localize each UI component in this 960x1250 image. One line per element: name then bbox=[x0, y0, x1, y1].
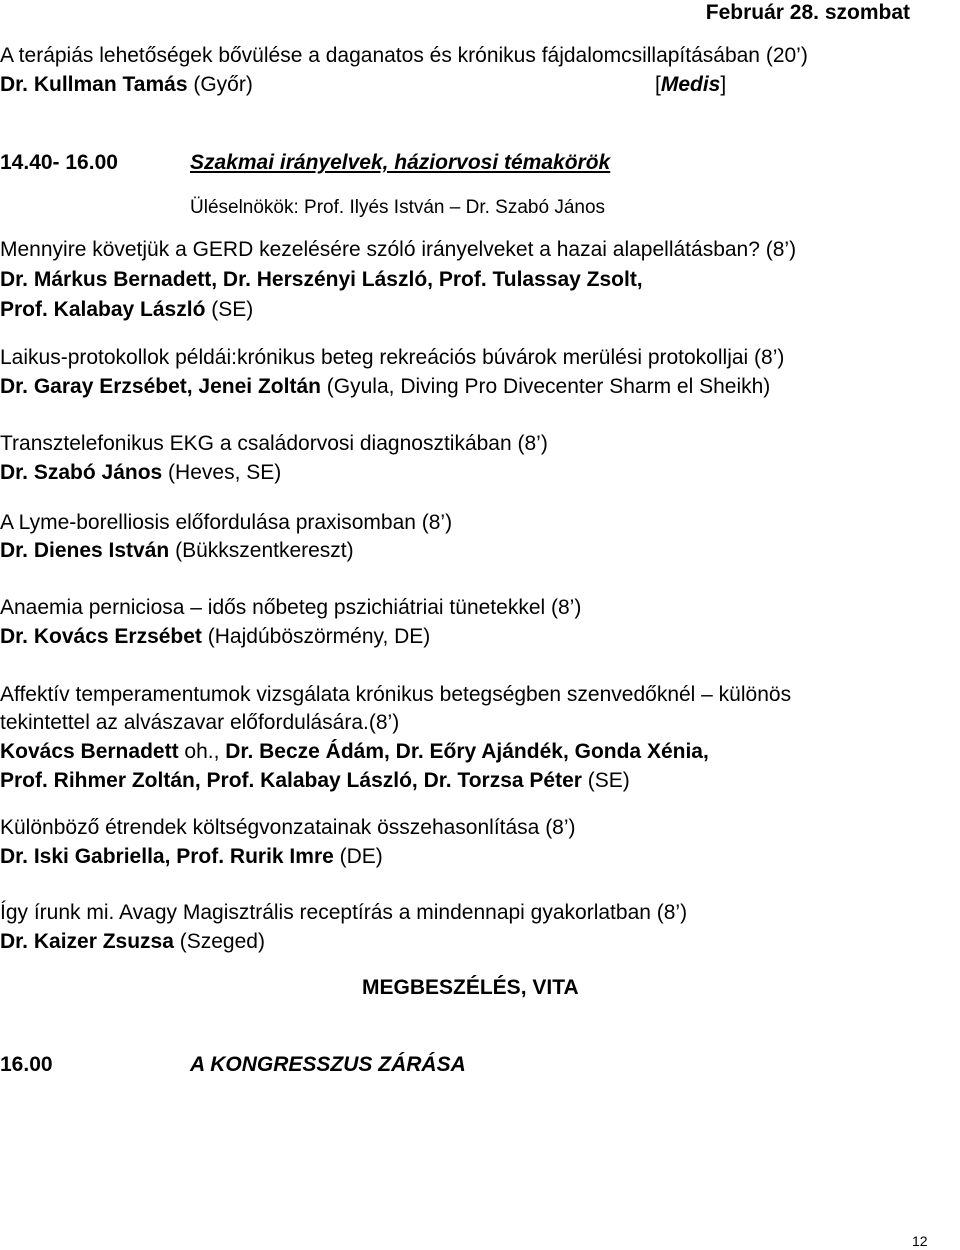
talk-7-authors: Dr. Iski Gabriella, Prof. Rurik Imre (DE) bbox=[0, 845, 383, 868]
talk-1-authors-line2: Prof. Kalabay László (SE) bbox=[0, 298, 254, 321]
intro-talk-authors bbox=[0, 72, 253, 98]
page-number: 12 bbox=[912, 1233, 928, 1249]
talk-6-title-line2: tekintettel az alvászavar előfordulására.(8’) bbox=[0, 711, 400, 734]
closing-time: 16.00 bbox=[0, 1053, 53, 1076]
talk-8-authors: Dr. Kaizer Zsuzsa (Szeged) bbox=[0, 930, 265, 953]
talk-5-title: Anaemia perniciosa – idős nőbeteg pszichiátriai tünetekkel (8’) bbox=[0, 596, 582, 619]
talk-6-title-line1: Affektív temperamentumok vizsgálata krónikus betegségben szenvedőknél – különös bbox=[0, 683, 792, 706]
talk-5-authors: Dr. Kovács Erzsébet (Hajdúböszörmény, DE) bbox=[0, 625, 431, 648]
session-chairs: Üléselnökök: Prof. Ilyés István – Dr. Szabó János bbox=[190, 197, 606, 218]
talk-2-title: Laikus-protokollok példái:krónikus beteg rekreációs búvárok merülési protokolljai (8’) bbox=[0, 346, 785, 369]
session-title: Szakmai irányelvek, háziorvosi témakörök bbox=[190, 151, 611, 174]
closing-title: A KONGRESSZUS ZÁRÁSA bbox=[190, 1053, 466, 1076]
intro-speaker: Dr. Kullman Tamás bbox=[0, 73, 188, 96]
talk-3-title: Transztelefonikus EKG a családorvosi diagnosztikában (8’) bbox=[0, 432, 548, 455]
intro-talk-title: A terápiás lehetőségek bővülése a daganatos és krónikus fájdalomcsillapításában (20’) bbox=[0, 44, 808, 67]
date-header: Február 28. szombat bbox=[705, 1, 910, 24]
session-time: 14.40- 16.00 bbox=[0, 151, 118, 174]
talk-8-title: Így írunk mi. Avagy Magisztrális receptírás a mindennapi gyakorlatban (8’) bbox=[0, 901, 688, 924]
talk-6-authors-line1: Kovács Bernadett oh., Dr. Becze Ádám, Dr. Eőry Ajándék, Gonda Xénia, bbox=[0, 740, 709, 763]
talk-1-title: Mennyire követjük a GERD kezelésére szóló irányelveket a hazai alapellátásban? (8’) bbox=[0, 238, 797, 261]
talk-3-authors: Dr. Szabó János (Heves, SE) bbox=[0, 461, 282, 484]
talk-2-authors: Dr. Garay Erzsébet, Jenei Zoltán (Gyula, Diving Pro Divecenter Sharm el Sheikh) bbox=[0, 375, 771, 398]
talk-4-authors: Dr. Dienes István (Bükkszentkereszt) bbox=[0, 539, 354, 562]
intro-sponsor: [Medis] bbox=[655, 73, 727, 96]
sponsor-name: Medis bbox=[660, 73, 721, 96]
talk-1-authors-line1: Dr. Márkus Bernadett, Dr. Herszényi László, Prof. Tulassay Zsolt, bbox=[0, 268, 643, 291]
talk-7-title: Különböző étrendek költségvonzatainak összehasonlítása (8’) bbox=[0, 816, 576, 839]
discussion-heading: MEGBESZÉLÉS, VITA bbox=[362, 976, 579, 999]
intro-speaker-affiliation: (Győr) bbox=[193, 73, 253, 96]
talk-6-authors-line2: Prof. Rihmer Zoltán, Prof. Kalabay László, Dr. Torzsa Péter (SE) bbox=[0, 769, 630, 792]
talk-4-title: A Lyme-borelliosis előfordulása praxisomban (8’) bbox=[0, 511, 453, 534]
